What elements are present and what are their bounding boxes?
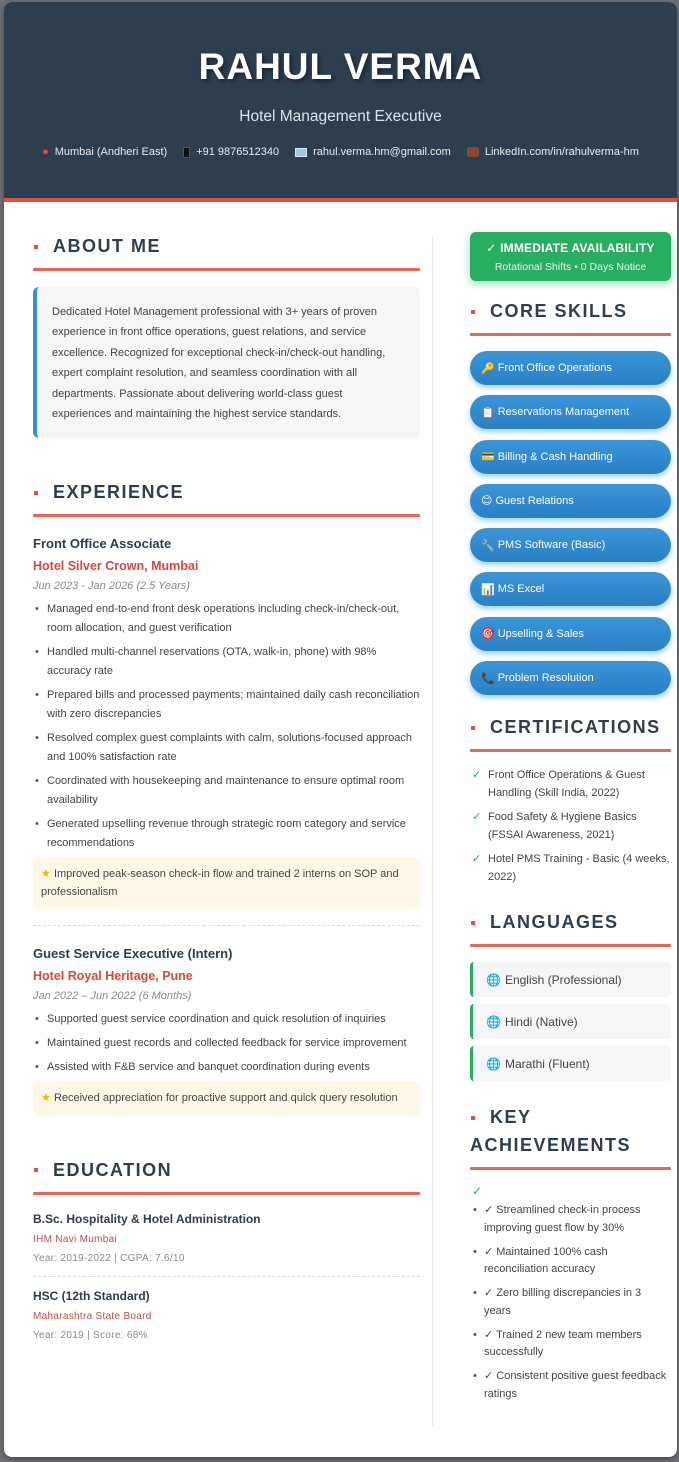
section-divider	[33, 514, 420, 517]
clipboard-icon: 📋	[481, 406, 495, 419]
skill-label: Problem Resolution	[497, 672, 594, 685]
education-meta: Year: 2019-2022 | CGPA: 7.6/10	[33, 1252, 185, 1264]
target-icon: 🎯	[481, 628, 495, 641]
resume-body	[4, 202, 677, 1410]
skills-heading: CORE SKILLS	[490, 301, 628, 321]
languages-heading: LANGUAGES	[490, 912, 619, 933]
achievements-section	[470, 1107, 671, 1403]
credit-card-icon: 💳	[481, 451, 495, 464]
section-divider	[470, 333, 671, 336]
location-pin-icon: ●	[42, 145, 49, 158]
skill-pill	[470, 351, 671, 385]
education-meta: Year: 2019 | Score: 68%	[33, 1329, 148, 1341]
achievements-list	[470, 1202, 671, 1403]
list-item: • ✓ Trained 2 new team members successfully	[470, 1327, 671, 1362]
section-divider	[470, 944, 671, 947]
languages-section	[470, 912, 671, 1081]
section-heading	[33, 482, 420, 503]
list-item: • Prepared bills and processed payments; maintained daily cash reconciliation with zero discrepancies	[33, 686, 420, 724]
availability-subtitle: Rotational Shifts • 0 Days Notice	[494, 261, 647, 273]
resume-page	[4, 2, 677, 1457]
checkmark-icon: ✓	[472, 1184, 483, 1199]
job-highlight	[33, 858, 420, 909]
language-text: Hindi (Native)	[504, 1014, 578, 1029]
phone-icon: 📞	[481, 672, 495, 685]
language-item	[470, 1046, 671, 1081]
bar-chart-icon: 📊	[481, 583, 495, 596]
skill-label: Front Office Operations	[497, 362, 612, 374]
skill-pill	[470, 440, 671, 474]
key-icon: 🔑	[481, 362, 495, 375]
mobile-phone-icon	[183, 147, 190, 158]
heading-bullet-icon	[34, 1168, 38, 1172]
heading-bullet-icon	[471, 310, 475, 314]
skills-section	[470, 301, 671, 695]
list-item: • Resolved complex guest complaints with calm, solutions-focused approach and 100% satisfaction rate	[33, 729, 420, 767]
school-name: Maharashtra State Board	[33, 1310, 152, 1322]
job-dates: Jun 2023 - Jan 2026 (2.5 Years)	[33, 580, 190, 593]
list-item: • Generated upselling revenue through strategic room category and service recommendations	[33, 815, 420, 853]
achievements-heading-line1: KEY	[490, 1107, 532, 1128]
heading-bullet-icon	[471, 921, 475, 925]
experience-section	[33, 482, 420, 1116]
candidate-name: RAHUL VERMA	[198, 46, 483, 87]
availability-title: ✓ IMMEDIATE AVAILABILITY	[486, 241, 655, 255]
certification-text: Hotel PMS Training - Basic (4 weeks, 2022)	[488, 853, 670, 883]
education-section	[33, 1160, 420, 1341]
school-name: IHM Navi Mumbai	[33, 1233, 117, 1245]
list-item: • Coordinated with housekeeping and maintenance to ensure optimal room availability	[33, 772, 420, 810]
certification-item	[470, 851, 671, 886]
language-text: Marathi (Fluent)	[504, 1056, 590, 1071]
skill-label: PMS Software (Basic)	[497, 539, 606, 552]
about-summary: Dedicated Hotel Management professional with 3+ years of proven experience in front office operations, guest relations, and service excellence. Recognized for exceptional check-in/check-out handling, expert complaint resolution, and seamless coordination with all departments. Passionate about delivering world-class guest experiences and maintaining the highest service standards.	[33, 287, 420, 438]
certification-item	[470, 809, 671, 844]
section-heading	[470, 1107, 671, 1128]
job-dates: Jan 2022 – Jun 2022 (6 Months)	[33, 990, 192, 1003]
certifications-section	[470, 717, 671, 886]
job-bullets	[33, 1010, 420, 1077]
column-divider	[432, 236, 433, 1426]
list-item: • ✓ Streamlined check-in process improving guest flow by 30%	[470, 1202, 671, 1237]
sidebar-column	[432, 202, 677, 1410]
candidate-title: Hotel Management Executive	[239, 108, 442, 125]
highlight-text: Improved peak-season check-in flow and trained 2 interns on SOP and professionalism	[41, 868, 399, 898]
skills-list	[470, 351, 671, 695]
contact-phone[interactable]	[183, 146, 279, 158]
job-company: Hotel Royal Heritage, Pune	[33, 969, 193, 984]
smiley-icon: 😊	[481, 495, 493, 508]
star-icon: ★	[41, 868, 51, 881]
list-item: • ✓ Zero billing discrepancies in 3 years	[470, 1285, 671, 1320]
wrench-icon: 🔧	[481, 539, 495, 552]
section-divider	[33, 1192, 420, 1195]
checkmark-icon: ✓	[472, 769, 482, 782]
briefcase-icon	[467, 147, 479, 157]
skill-label: Guest Relations	[495, 494, 574, 507]
skill-pill	[470, 661, 671, 695]
languages-list	[470, 962, 671, 1081]
contact-bar	[4, 146, 677, 158]
skill-pill	[470, 572, 671, 606]
job-entry	[33, 946, 420, 1116]
job-company: Hotel Silver Crown, Mumbai	[33, 559, 199, 574]
section-heading	[33, 1160, 420, 1181]
job-title: Front Office Associate	[33, 536, 172, 552]
job-entry	[33, 536, 420, 909]
skill-label: MS Excel	[497, 583, 545, 596]
experience-heading: EXPERIENCE	[53, 482, 185, 503]
globe-icon: 🌐	[486, 972, 501, 987]
section-heading	[470, 717, 671, 738]
globe-icon: 🌐	[486, 1056, 501, 1071]
email-icon	[295, 148, 307, 157]
contact-email-text[interactable]: rahul.verma.hm@gmail.com	[313, 146, 451, 158]
certifications-list	[470, 767, 671, 886]
section-heading	[470, 301, 671, 322]
skill-pill	[470, 395, 671, 429]
language-item	[470, 962, 671, 997]
education-entry	[33, 1289, 420, 1341]
list-item: • Supported guest service coordination and quick resolution of inquiries	[33, 1010, 420, 1029]
certification-text: Food Safety & Hygiene Basics (FSSAI Awareness, 2021)	[488, 811, 637, 841]
certifications-heading: CERTIFICATIONS	[490, 717, 661, 738]
star-icon: ★	[41, 1092, 51, 1105]
skill-label: Billing & Cash Handling	[497, 450, 613, 463]
contact-location-text: Mumbai (Andheri East)	[54, 146, 168, 158]
list-item: • Maintained guest records and collected feedback for service improvement	[33, 1034, 420, 1053]
main-column	[4, 202, 432, 1410]
entry-separator	[33, 925, 420, 926]
heading-bullet-icon	[471, 726, 475, 730]
certification-item	[470, 767, 671, 802]
list-item: • Handled multi-channel reservations (OTA, walk-in, phone) with 98% accuracy rate	[33, 643, 420, 681]
availability-badge	[470, 232, 671, 281]
resume-header	[4, 2, 677, 202]
list-item: • Managed end-to-end front desk operations including check-in/check-out, room allocation, and guest verification	[33, 600, 420, 638]
degree-name: B.Sc. Hospitality & Hotel Administration	[33, 1211, 261, 1226]
education-entry	[33, 1212, 420, 1264]
achievements-heading-line2: ACHIEVEMENTS	[470, 1135, 632, 1156]
certification-text: Front Office Operations & Guest Handling (Skill India, 2022)	[488, 769, 645, 799]
heading-bullet-icon	[471, 1116, 475, 1120]
list-item: • ✓ Maintained 100% cash reconciliation accuracy	[470, 1244, 671, 1279]
checkmark-icon: ✓	[472, 853, 482, 866]
education-heading: EDUCATION	[53, 1159, 173, 1180]
degree-name: HSC (12th Standard)	[33, 1288, 150, 1303]
skill-label: Reservations Management	[497, 406, 630, 419]
globe-icon: 🌐	[486, 1014, 501, 1029]
highlight-text: Received appreciation for proactive support and quick query resolution	[53, 1092, 398, 1105]
contact-linkedin[interactable]	[467, 146, 639, 158]
contact-linkedin-text[interactable]: LinkedIn.com/in/rahulverma-hm	[484, 146, 639, 158]
language-text: English (Professional)	[504, 972, 622, 987]
language-item	[470, 1004, 671, 1039]
list-item: • Assisted with F&B service and banquet coordination during events	[33, 1058, 420, 1077]
list-item: • ✓ Consistent positive guest feedback ratings	[470, 1368, 671, 1403]
contact-email[interactable]	[295, 146, 451, 158]
section-heading	[470, 912, 671, 933]
about-heading: ABOUT ME	[53, 236, 161, 256]
contact-phone-text[interactable]: +91 9876512340	[196, 146, 280, 158]
skill-pill	[470, 528, 671, 562]
section-divider	[470, 1167, 671, 1170]
job-bullets	[33, 600, 420, 853]
about-section	[33, 236, 420, 438]
contact-location	[42, 146, 167, 158]
job-title: Guest Service Executive (Intern)	[33, 946, 233, 962]
entry-separator	[33, 1276, 420, 1277]
skill-label: Upselling & Sales	[497, 627, 584, 640]
job-highlight	[33, 1082, 420, 1116]
section-heading-continued	[470, 1135, 671, 1156]
section-heading	[33, 236, 420, 257]
heading-bullet-icon	[34, 245, 38, 249]
skill-pill	[470, 484, 671, 518]
section-divider	[33, 268, 420, 271]
section-divider	[470, 749, 671, 752]
heading-bullet-icon	[34, 491, 38, 495]
skill-pill	[470, 617, 671, 651]
checkmark-icon: ✓	[472, 811, 482, 824]
